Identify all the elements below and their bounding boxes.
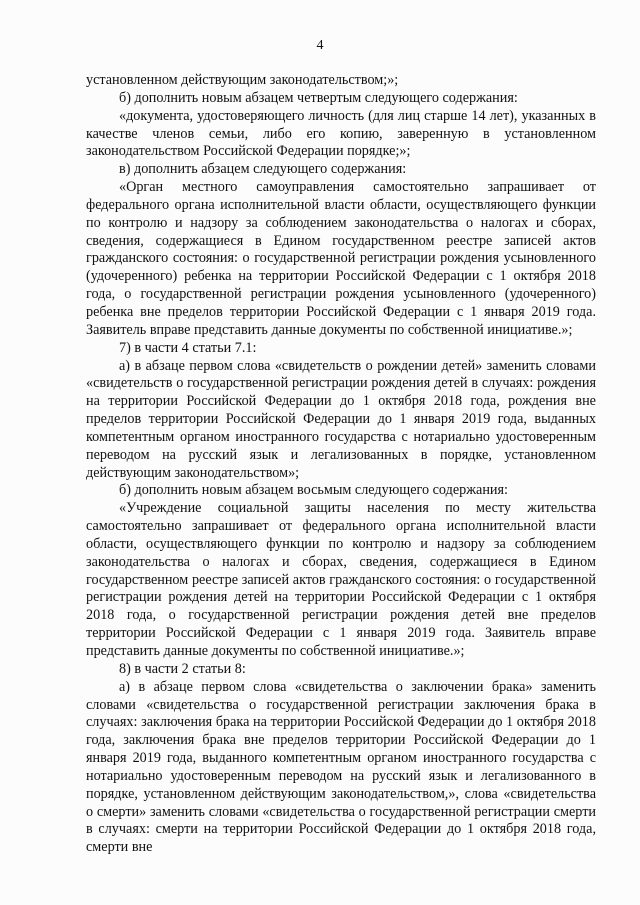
- paragraph: а) в абзаце первом слова «свидетельств о рождении детей» заменить словами «свидетельств о государственной регистрации рождения детей в случаях: рождения на территории Российской Федерации до 1 октября 2018 года, рождения вне пределов территории Российской Федерации до 1 января 2019 года, выданных компетентным органом иностранного государства с нотариально удостоверенным переводом на русский язык и легализованных в порядке, установленном действующим законодательством»;: [86, 357, 596, 481]
- paragraph: 7) в части 4 статьи 7.1:: [119, 339, 257, 356]
- page-number: 4: [316, 38, 324, 53]
- paragraph: б) дополнить новым абзацем восьмым следующего содержания:: [119, 482, 508, 499]
- paragraph: 8) в части 2 статьи 8:: [119, 660, 246, 677]
- paragraph: «Орган местного самоуправления самостоятельно запрашивает от федерального органа исполнительной власти области, осуществляющего функции по контролю и надзору за соблюдением законодательства о налогах и сборах, сведения, содержащиеся в Едином государственном реестре записей актов гражданского состояния: о государственной регистрации рождения усыновленного (удочеренного) ребенка на территории Российской Федерации с 1 октября 2018 года, о государственной регистрации рождения усыновленного (удочеренного) ребенка вне пределов территории Российской Федерации с 1 января 2019 года. Заявитель вправе представить данные документы по собственной инициативе.»;: [86, 179, 596, 338]
- paragraph: установленном действующим законодательством;»;: [86, 72, 399, 88]
- paragraph: б) дополнить новым абзацем четвертым следующего содержания:: [119, 89, 518, 106]
- paragraph: в) дополнить абзацем следующего содержания:: [119, 161, 407, 178]
- document-body: [86, 72, 596, 857]
- paragraph: «документа, удостоверяющего личность (для лиц старше 14 лет), указанных в качестве членов семьи, либо его копию, заверенную в установленном законодательством Российской Федерации порядке;»;: [86, 107, 596, 160]
- paragraph: а) в абзаце первом слова «свидетельства о заключении брака» заменить словами «свидетельства о государственной регистрации заключения брака в случаях: заключения брака на территории Российской Федерации до 1 октября 2018 года, заключения брака вне пределов территории Российской Федерации до 1 января 2019 года, выданного компетентным органом иностранного государства с нотариально удостоверенным переводом на русский язык и легализованного в порядке, установленном действующим законодательством,», слова «свидетельства о смерти» заменить словами «свидетельства о государственной регистрации смерти в случаях: смерти на территории Российской Федерации до 1 октября 2018 года, смерти вне: [86, 678, 596, 856]
- paragraph: «Учреждение социальной защиты населения по месту жительства самостоятельно запрашивает от федерального органа исполнительной власти области, осуществляющего функции по контролю и надзору за соблюдением законодательства о налогах и сборах, сведения, содержащиеся в Едином государственном реестре записей актов гражданского состояния: о государственной регистрации рождения детей на территории Российской Федерации с 1 октября 2018 года, о государственной регистрации рождения детей вне пределов территории Российской Федерации с 1 января 2019 года. Заявитель вправе представить данные документы по собственной инициативе.»;: [86, 500, 596, 659]
